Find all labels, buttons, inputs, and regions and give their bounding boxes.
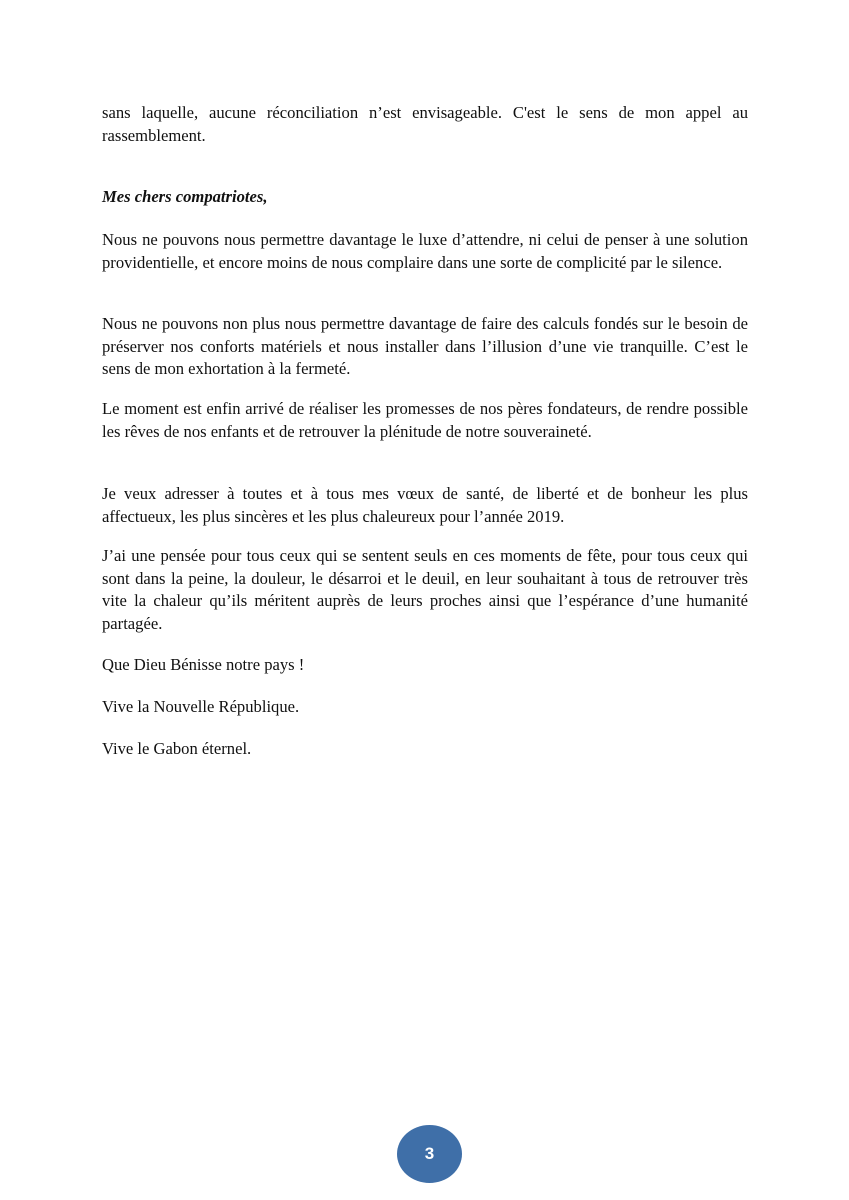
page-number: 3 — [424, 1144, 435, 1163]
paragraph-voeux: Je veux adresser à toutes et à tous mes vœux de santé, de liberté et de bonheur les plus affectueux, les plus sincères et les plus chaleureux pour l’année 2019. — [102, 484, 748, 526]
paragraph-promesses: Le moment est enfin arrivé de réaliser les promesses de nos pères fondateurs, de rendre possible les rêves de nos enfants et de retrouver la plénitude de notre souveraineté. — [102, 399, 748, 441]
page-number-badge — [397, 1125, 462, 1183]
paragraph-pensee: J’ai une pensée pour tous ceux qui se sentent seuls en ces moments de fête, pour tous ceux qui sont dans la peine, la douleur, le désarroi et le deuil, en leur souhaitant à tous de retrouver très vite la chaleur qu’ils méritent auprès de leurs proches ainsi que l’espérance d’une humanité partagée. — [102, 546, 748, 633]
paragraph-calculs: Nous ne pouvons non plus nous permettre davantage de faire des calculs fondés sur le besoin de préserver nos conforts matériels et nous installer dans l’illusion d’une vie tranquille. C’est le sens de mon exhortation à la fermeté. — [102, 314, 748, 378]
paragraph-luxe-attendre: Nous ne pouvons nous permettre davantage le luxe d’attendre, ni celui de penser à une solution providentielle, et encore moins de nous complaire dans une sorte de complicité par le silence. — [102, 230, 748, 272]
salutation: Mes chers compatriotes, — [102, 187, 268, 206]
closing-line-republique: Vive la Nouvelle République. — [102, 697, 300, 716]
closing-line-dieu: Que Dieu Bénisse notre pays ! — [102, 655, 305, 674]
closing-line-gabon: Vive le Gabon éternel. — [102, 739, 252, 758]
paragraph-reconciliation: sans laquelle, aucune réconciliation n’est envisageable. C'est le sens de mon appel au rassemblement. — [102, 103, 748, 145]
